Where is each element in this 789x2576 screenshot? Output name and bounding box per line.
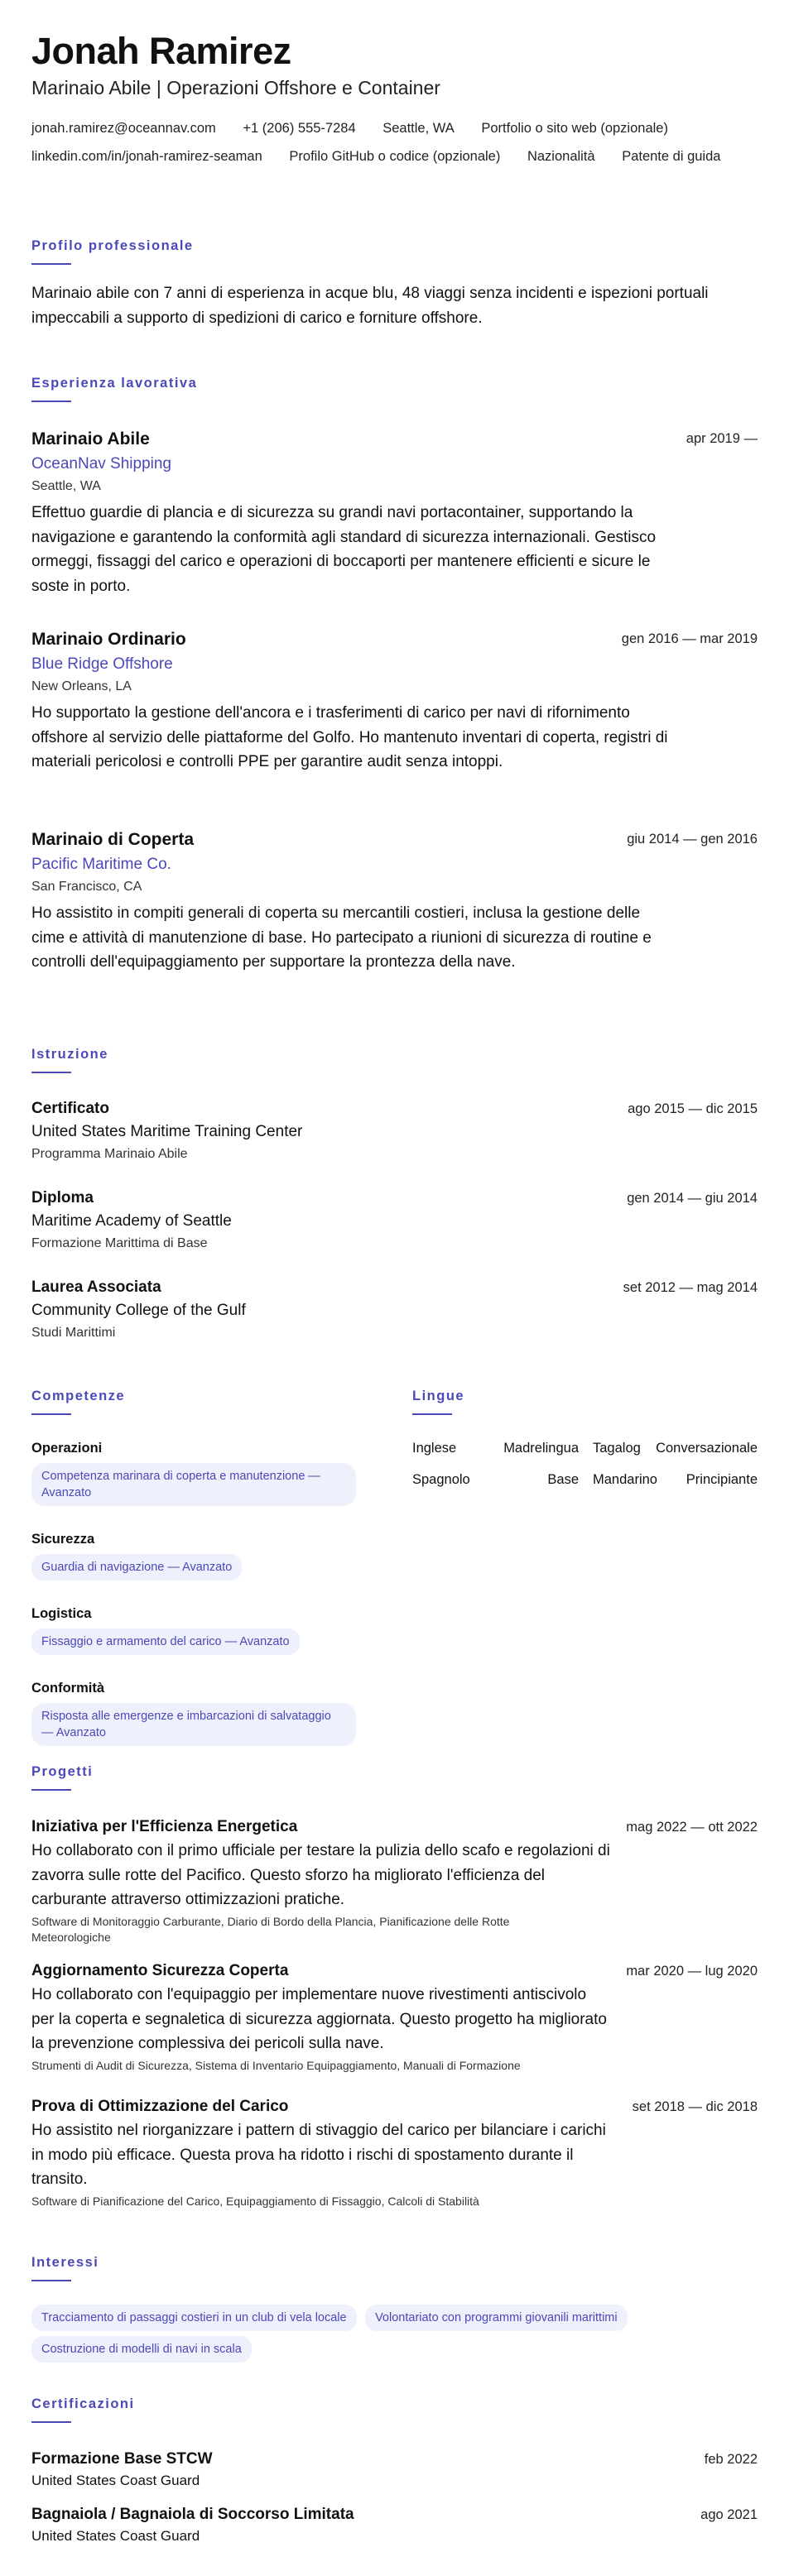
education-school: Maritime Academy of Seattle — [31, 1212, 232, 1230]
job-title: Marinaio di Coperta — [31, 830, 195, 849]
project-date: set 2018 — dic 2018 — [632, 2099, 758, 2114]
job-location: Seattle, WA — [31, 479, 101, 493]
project-title: Prova di Ottimizzazione del Carico — [31, 2098, 289, 2115]
certification-date: feb 2022 — [704, 2452, 758, 2467]
language-level: Madrelingua — [503, 1441, 579, 1456]
job-description: Effettuo guardie di plancia e di sicurezza su grandi navi portacontainer, supportando la navigazione e garantendo la conformità agli standard di sicurezza internazionali. Gestisco ormeggi, fissaggi del carico e operazioni di boccaporti per mantenere efficienti e sicure le soste in porto. — [31, 504, 657, 595]
certification-title: Formazione Base STCW — [31, 2450, 213, 2468]
project-date: mag 2022 — ott 2022 — [626, 1820, 758, 1835]
project-description: Ho collaborato con l'equipaggio per implementare nuove rivestimenti antiscivolo per la coperta e segnaletica di sicurezza aggiornata. Questo progetto ha migliorato la prevenzione complessiva dei pericoli sulla nave. — [31, 1986, 607, 2052]
education-school: Community College of the Gulf — [31, 1302, 246, 1319]
language-level: Conversazionale — [656, 1441, 758, 1456]
interest-chip: Costruzione di modelli di navi in scala — [31, 2336, 252, 2363]
skill-category: Logistica — [31, 1606, 92, 1621]
project-tools: Software di Monitoraggio Carburante, Diario di Bordo della Plancia, Pianificazione delle Rotte Meteorologiche — [31, 1914, 510, 1944]
contact-nationality: Nazionalità — [527, 149, 595, 164]
education-school: United States Maritime Training Center — [31, 1123, 303, 1140]
summary-text: Marinaio abile con 7 anni di esperienza in acque blu, 48 viaggi senza incidenti e ispezioni portuali impeccabili a supporto di spedizioni di carico e forniture offshore. — [31, 285, 709, 327]
education-field: Formazione Marittima di Base — [31, 1236, 208, 1250]
interest-chip: Tracciamento di passaggi costieri in un club di vela locale — [31, 2305, 357, 2331]
project-date: mar 2020 — lug 2020 — [626, 1964, 758, 1979]
education-field: Studi Marittimi — [31, 1326, 116, 1340]
skill-group — [31, 1438, 379, 1511]
education-degree: Certificato — [31, 1100, 109, 1117]
project-tools: Software di Pianificazione del Carico, Equipaggiamento di Fissaggio, Calcoli di Stabilità — [31, 2194, 479, 2208]
education-date: gen 2014 — giu 2014 — [627, 1191, 758, 1206]
contact-github[interactable]: Profilo GitHub o codice (opzionale) — [289, 149, 501, 164]
interests-section-title: Interessi — [31, 2255, 99, 2270]
project-title: Iniziativa per l'Efficienza Energetica — [31, 1818, 298, 1835]
project-tools: Strumenti di Audit di Sicurezza, Sistema di Inventario Equipaggiamento, Manuali di Formazione — [31, 2058, 521, 2072]
job-description: Ho supportato la gestione dell'ancora e i trasferimenti di carico per navi di rifornimento offshore al servizio delle piattaforme del Golfo. Ho mantenuto inventari di coperta, registri di materiali pericolosi e controlli PPE per garantire audit senza intoppi. — [31, 704, 668, 770]
candidate-headline: Marinaio Abile | Operazioni Offshore e Container — [31, 77, 440, 98]
interests-list — [31, 2305, 760, 2367]
experience-item — [31, 827, 758, 975]
education-item — [31, 1097, 758, 1165]
contact-portfolio[interactable]: Portfolio o sito web (opzionale) — [481, 121, 668, 136]
education-item — [31, 1276, 758, 1344]
skill-category: Conformità — [31, 1681, 104, 1696]
job-company: Blue Ridge Offshore — [31, 655, 173, 673]
candidate-name: Jonah Ramirez — [31, 30, 291, 72]
job-company: OceanNav Shipping — [31, 455, 171, 473]
language-name: Tagalog — [593, 1441, 641, 1456]
project-description: Ho assistito nel riorganizzare i pattern di stivaggio del carico per bilanciare i carichi in modo più efficace. Questa prova ha ridotto i rischi di spostamento durante il transito. — [31, 2122, 606, 2188]
education-item — [31, 1187, 758, 1254]
language-name: Inglese — [412, 1441, 457, 1456]
job-date: apr 2019 — — [686, 431, 758, 446]
language-level: Principiante — [686, 1472, 758, 1487]
job-location: New Orleans, LA — [31, 679, 132, 693]
languages-section-rule — [412, 1413, 452, 1415]
projects-section-title: Progetti — [31, 1764, 94, 1779]
experience-section-title: Esperienza lavorativa — [31, 376, 198, 391]
contact-list — [31, 114, 760, 170]
education-section-rule — [31, 1072, 71, 1073]
certifications-section-rule — [31, 2421, 71, 2423]
job-date: gen 2016 — mar 2019 — [621, 631, 758, 646]
project-title: Aggiornamento Sicurezza Coperta — [31, 1962, 289, 1979]
skill-chip: Fissaggio e armamento del carico — Avanzato — [31, 1629, 300, 1655]
skill-group — [31, 1529, 379, 1585]
skill-group — [31, 1678, 379, 1751]
contact-driving-license: Patente di guida — [622, 149, 721, 164]
summary-section-rule — [31, 263, 71, 265]
education-date: set 2012 — mag 2014 — [623, 1280, 758, 1295]
contact-linkedin[interactable]: linkedin.com/in/jonah-ramirez-seaman — [31, 149, 262, 164]
education-degree: Laurea Associata — [31, 1278, 161, 1296]
certification-date: ago 2021 — [700, 2507, 758, 2522]
certifications-section-title: Certificazioni — [31, 2396, 135, 2411]
skill-group — [31, 1604, 379, 1660]
skills-section-title: Competenze — [31, 1389, 126, 1403]
languages-section-title: Lingue — [412, 1389, 465, 1403]
language-name: Mandarino — [593, 1472, 657, 1487]
skills-section-rule — [31, 1413, 71, 1415]
contact-email[interactable]: jonah.ramirez@oceannav.com — [31, 121, 216, 136]
job-title: Marinaio Abile — [31, 429, 150, 449]
certification-issuer: United States Coast Guard — [31, 2528, 200, 2544]
skill-chip: Guardia di navigazione — Avanzato — [31, 1554, 242, 1581]
project-description: Ho collaborato con il primo ufficiale per testare la pulizia dello scafo e regolazioni di zavorra sulle rotte del Pacifico. Questo sforzo ha migliorato l'efficienza del carburante attraverso ottimizzazioni pratiche. — [31, 1842, 610, 1908]
certification-title: Bagnaiola / Bagnaiola di Soccorso Limitata — [31, 2506, 354, 2523]
skill-chip: Risposta alle emergenze e imbarcazioni di salvataggio — Avanzato — [31, 1703, 356, 1746]
skill-category: Sicurezza — [31, 1532, 95, 1547]
project-item — [31, 1960, 758, 2074]
language-level: Base — [547, 1472, 579, 1487]
project-item — [31, 2095, 758, 2209]
job-company: Pacific Maritime Co. — [31, 856, 171, 873]
certification-item — [31, 2503, 758, 2546]
interest-chip: Volontariato con programmi giovanili marittimi — [365, 2305, 628, 2331]
experience-item — [31, 427, 758, 598]
project-item — [31, 1816, 758, 1945]
language-row — [412, 1438, 758, 1470]
language-name: Spagnolo — [412, 1472, 470, 1487]
job-description: Ho assistito in compiti generali di coperta su mercantili costieri, inclusa la gestione delle cime e attività di manutenzione di base. Ho partecipato a riunioni di sicurezza di routine e controlli dell'equipaggiamento per supportare la prontezza della nave. — [31, 904, 652, 971]
job-date: giu 2014 — gen 2016 — [627, 832, 758, 847]
contact-location: Seattle, WA — [382, 121, 455, 136]
skill-category: Operazioni — [31, 1441, 103, 1456]
skill-chip: Competenza marinara di coperta e manutenzione — Avanzato — [31, 1463, 356, 1506]
interests-section-rule — [31, 2280, 71, 2281]
languages-list — [412, 1438, 758, 1501]
contact-phone[interactable]: +1 (206) 555-7284 — [243, 121, 356, 136]
experience-section-rule — [31, 401, 71, 402]
education-date: ago 2015 — dic 2015 — [628, 1101, 758, 1116]
experience-item — [31, 627, 758, 775]
projects-section-rule — [31, 1789, 71, 1791]
education-section-title: Istruzione — [31, 1047, 108, 1062]
certification-issuer: United States Coast Guard — [31, 2473, 200, 2488]
language-row — [412, 1470, 758, 1501]
education-degree: Diploma — [31, 1189, 94, 1206]
education-field: Programma Marinaio Abile — [31, 1147, 188, 1161]
skills-list — [31, 1438, 379, 1769]
job-title: Marinaio Ordinario — [31, 630, 186, 649]
job-location: San Francisco, CA — [31, 880, 142, 894]
certification-item — [31, 2448, 758, 2491]
summary-section-title: Profilo professionale — [31, 238, 194, 253]
